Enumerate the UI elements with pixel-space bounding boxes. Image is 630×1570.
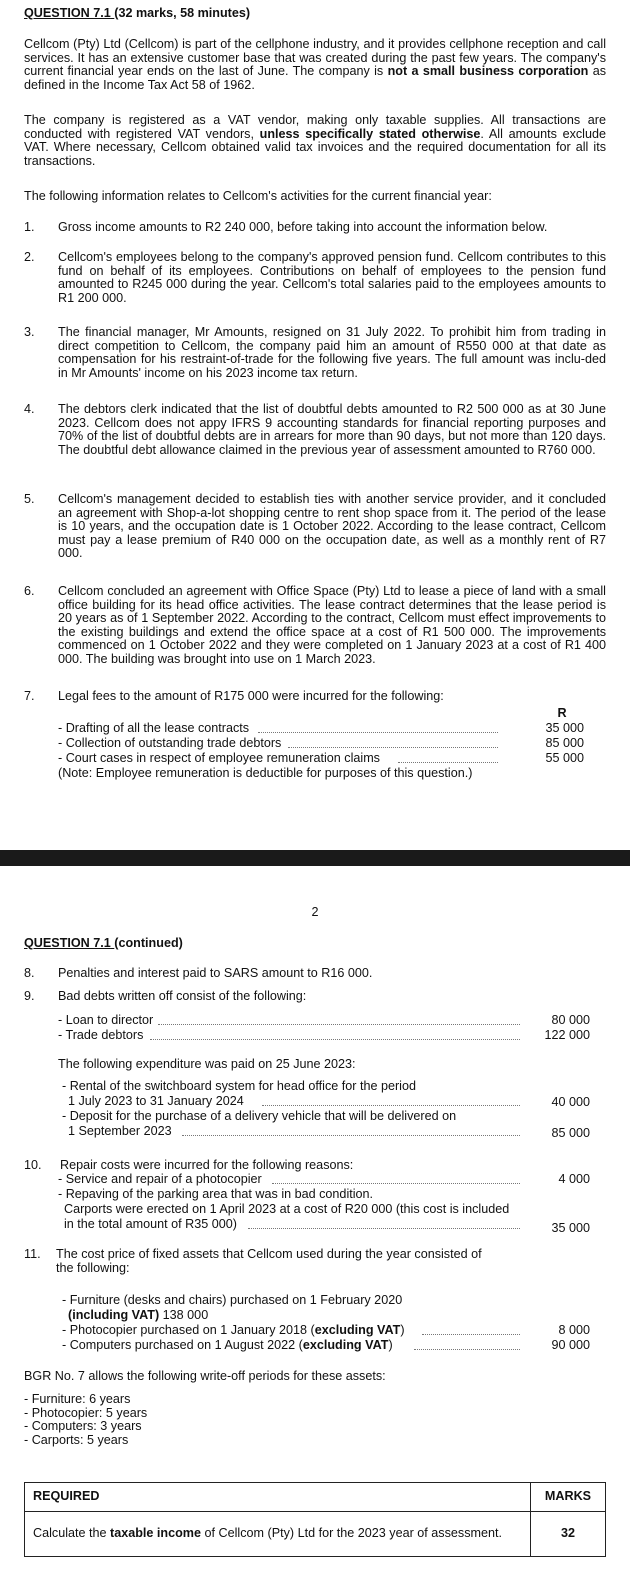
bad-debts-list xyxy=(58,1014,590,1044)
marks-value: 32 xyxy=(531,1512,606,1557)
bad-debt-row: - Loan to director 80 000 xyxy=(58,1013,590,1027)
page-separator xyxy=(0,850,630,866)
repair-row: in the total amount of R35 000) 35 000 xyxy=(64,1217,590,1235)
repair-list: - Service and repair of a photocopier 4 000 - Repaving of the parking area that was in bad condition. Carports were erected on 1 April 2023 at a cost of R20 000 (this cost is included in the total amount of R35 000) 35 000 xyxy=(58,1172,590,1235)
fixed-asset-row: - Computers purchased on 1 August 2022 (excluding VAT) 90 000 xyxy=(62,1338,590,1352)
question-marks: (32 marks, 58 minutes) xyxy=(114,6,251,20)
expenditure-row: 1 September 2023 85 000 xyxy=(68,1124,590,1140)
page-1: QUESTION 7.1 (32 marks, 58 minutes) Cellcom (Pty) Ltd (Cellcom) is part of the cellphone industry, and it provides cellphone reception and call services. It has an extensive customer base that was created during the past few years. The company's current financial year ends on the last of June. The company is not a small business corporation as defined in the Income Tax Act 58 of 1962. The company is registered as a VAT vendor, making only taxable supplies. All transactions are conducted with registered VAT vendors, unless specifically stated otherwise. All amounts exclude VAT. Where necessary, Cellcom obtained valid tax invoices and the required documentation for all its transactions. The following information relates to Cellcom's activities for the current financial year: 1. Gross income amounts to R2 240 000, before taking into account the information below. 2. Cellcom's employees belong to the company's approved pension fund. Cellcom contributes to this fund on behalf of its employees. Contributions on behalf of employees to the pension fund amounted to R245 000 during the year. Cellcom's total salaries paid to the employees amounts to R1 200 000. 3. The financial manager, Mr Amounts, resigned on 31 July 2022. To prohibit him from trading in direct competition to Cellcom, the company paid him an amount of R550 000 at that date as compensation for his restraint-of-trade for the following five years. The full amount was inclu-ded in Mr Amounts' income on his 2023 income tax return. 4. The debtors clerk indicated that the list of doubtful debts amounted to R2 500 000 as at 30 June 2023. Cellcom does not appy IFRS 9 accounting standards for financial reporting purposes and 70% of the list of doubtful debts are in arrears for more than 90 days, but not more than 120 days. The doubtful debt allowance claimed in the previous year of assessment amounted to R760 000. 5. Cellcom's management decided to establish ties with another service provider, and it concluded an agreement with Shop-a-lot shopping centre to rent shop space from it. The period of the lease is 10 years, and the occupation date is 1 October 2022. According to the lease contract, Cellcom must pay a lease premium of R40 000 on the occupation date, as well as a monthly rent of R7 000. 6. Cellcom concluded an agreement with Office Space (Pty) Ltd to lease a piece of land with a small office building for its head office activities. The lease contract determines that the lease period is 20 years as of 1 September 2022. According to the contract, Cellcom must effect improvements to the existing buildings and extend the office space at a cost of R1 500 000. The improvements commenced on 1 October 2022 and they were completed on 1 January 2023 at a cost of R1 400 000. The building was brought into use on 1 March 2023. 7. Legal fees to the amount of R175 000 were incurred for the following: R - Drafting of all the lease contracts 35 000 - Collection of outstanding trade debtors 85 000 - Court cases in respect of employee remuneration claims 55 000 (Note: Employee remuneration is deductible for purposes of this question.) xyxy=(24,6,606,780)
write-off-item: - Photocopier: 5 years xyxy=(24,1405,148,1420)
legal-fee-row: - Drafting of all the lease contracts 35 000 xyxy=(58,721,584,735)
write-off-list xyxy=(24,1393,147,1447)
marks-header: MARKS xyxy=(531,1483,606,1512)
legal-fee-row: - Collection of outstanding trade debtors 85 000 xyxy=(58,736,584,750)
fixed-assets-list: - Furniture (desks and chairs) purchased on 1 February 2020 (including VAT) 138 000 - Photocopier purchased on 1 January 2018 (excluding VAT) 8 000 - Computers purchased on 1 August 2022 (excluding VAT) 90 000 xyxy=(62,1293,590,1352)
question-heading: QUESTION 7.1 (32 marks, 58 minutes) xyxy=(24,6,251,20)
write-off-item: - Carports: 5 years xyxy=(24,1432,129,1447)
required-header: REQUIRED xyxy=(25,1483,531,1512)
expenditure-list: - Rental of the switchboard system for head office for the period 1 July 2023 to 31 January 2024 40 000 - Deposit for the purchase of a delivery vehicle that will be delivered on 1 September 2023 85 000 xyxy=(62,1079,590,1140)
bgr-intro: BGR No. 7 allows the following write-off periods for these assets: xyxy=(24,1369,386,1383)
write-off-item: - Computers: 3 years xyxy=(24,1419,142,1434)
fixed-asset-row: - Photocopier purchased on 1 January 2018 (excluding VAT) 8 000 xyxy=(62,1323,590,1337)
question-heading-continued: QUESTION 7.1 (continued) xyxy=(24,936,183,950)
rand-column-header: R xyxy=(557,706,567,720)
write-off-item: - Furniture: 6 years xyxy=(24,1392,131,1406)
required-text: Calculate the taxable income of Cellcom (Pty) Ltd for the 2023 year of assessment. xyxy=(25,1512,531,1557)
page-2: 2 QUESTION 7.1 (continued) 8. Penalties and interest paid to SARS amount to R16 000. 9. Bad debts written off consist of the following: - Loan to director 80 000 - Trade debtors 122 000 The following expenditure was paid on 25 June 2023: - Rental of the switchboard system for head office for the period 1 July 2023 to 31 January 2024 40 000 - Deposit for the purchase of a delivery vehicle that will be delivered on 1 September 2023 85 000 10. Repair costs were incurred for the following reasons: - Service and repair of a photocopier 4 000 - Repaving of the parking area that was in bad condition. Carports were erected on 1 April 2023 at a cost of R20 000 (this cost is included in the total amount of R35 000) 35 000 11. The cost price of fixed assets that Cellcom used during the year consisted of the following: - Furniture (desks and chairs) purchased on 1 February 2020 (including VAT) 138 000 - Photocopier purchased on 1 January 2018 (excluding VAT) 8 000 - Computers purchased on 1 August 2022 (excluding VAT) 90 000 BGR No. 7 allows the following write-off periods for these assets: - Furniture: 6 years - Photocopier: 5 years - Computers: 3 years - Carports: 5 years REQUIRED MARKS Calculate the taxable income of Cellcom (Pty) Ltd for the 2023 year of assessment. 32 xyxy=(0,866,630,1570)
intro-paragraph-3: The following information relates to Cellcom's activities for the current financial year: xyxy=(24,189,492,203)
legal-fees-list xyxy=(58,722,584,782)
legal-fee-note: (Note: Employee remuneration is deductible for purposes of this question.) xyxy=(58,766,473,780)
fixed-asset-row: (including VAT) 138 000 xyxy=(68,1308,209,1322)
intro-paragraph-1: Cellcom (Pty) Ltd (Cellcom) is part of the cellphone industry, and it provides cellphone reception and call services. It has an extensive customer base that was created during the past few years. The company's current financial year ends on the last of June. The company is not a small business corporation as defined in the Income Tax Act 58 of 1962. xyxy=(24,37,606,92)
legal-fee-row: - Court cases in respect of employee remuneration claims 55 000 xyxy=(58,751,584,765)
bad-debt-row: - Trade debtors 122 000 xyxy=(58,1028,590,1042)
page-number: 2 xyxy=(311,905,319,919)
repair-row: - Service and repair of a photocopier 4 000 xyxy=(58,1172,590,1186)
required-table xyxy=(24,1482,606,1557)
expenditure-intro: The following expenditure was paid on 25 June 2023: xyxy=(58,1057,356,1071)
intro-paragraph-2: The company is registered as a VAT vendor, making only taxable supplies. All transactions are conducted with registered VAT vendors, unless specifically stated otherwise. All amounts exclude VAT. Where necessary, Cellcom obtained valid tax invoices and the required documentation for all its transactions. xyxy=(24,113,606,168)
expenditure-row: 1 July 2023 to 31 January 2024 40 000 xyxy=(68,1094,590,1109)
